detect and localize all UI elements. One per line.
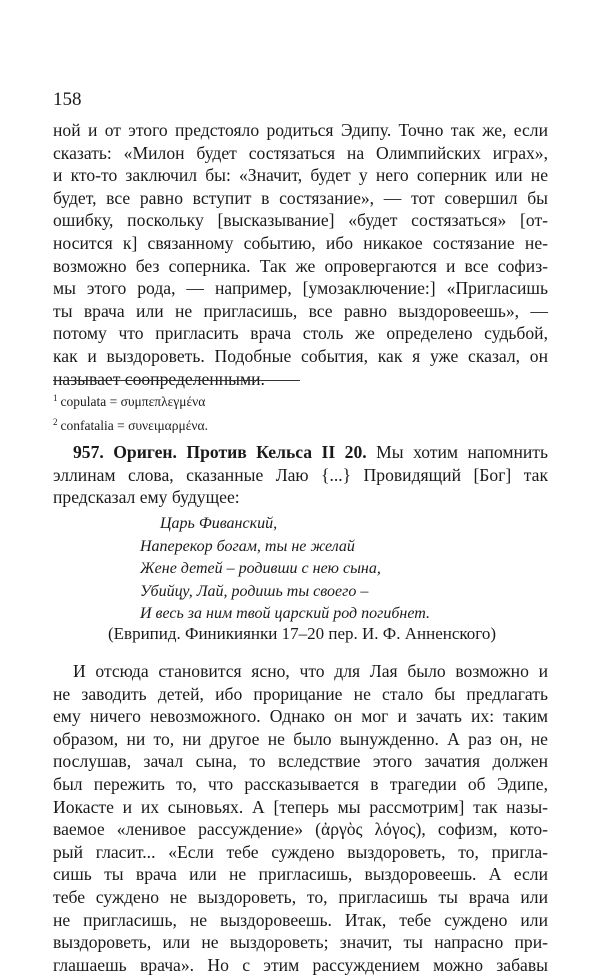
- text-line: как и выздороветь. Подобные события, как я уже сказал, он: [53, 345, 548, 366]
- footnote-2: $^2$ confatalia = συνειμαρμένα.: [53, 417, 208, 433]
- text-line: потому что пригласить врача столь же определено судьбой,: [53, 323, 548, 344]
- text-line: Иокасте и их сыновьях. А [теперь мы рассмотрим] так назы-: [53, 796, 548, 817]
- verse-attribution: (Еврипид. Финикиянки 17–20 пер. И. Ф. Анненского): [108, 624, 496, 643]
- verse-line: Жене детей – родивши с нею сына,: [140, 560, 381, 578]
- text-line: И отсюда становится ясно, что для Лая было возможно и: [73, 661, 548, 681]
- text-line: мы этого рода, — например, [умозаключение:] «Пригласишь: [53, 278, 548, 299]
- verse-line: И весь за ним твой царский род погибнет.: [140, 605, 430, 623]
- text-line: носится к] связанному событию, ибо никакое состязание не-: [53, 232, 548, 253]
- text-line: был пережить то, что рассказывается в трагедии об Эдипе,: [53, 773, 548, 794]
- text-line: ты врача или не пригласишь, все равно выздоровеешь», —: [53, 300, 548, 321]
- text-line: ошибку, поскольку [высказывание] «будет состязаться» [от-: [53, 210, 548, 231]
- page-number: 158: [53, 89, 82, 110]
- text-line: рый гласит... «Если тебе суждено выздороветь, то, пригла-: [53, 841, 548, 862]
- verse-quote: [140, 513, 430, 626]
- text-line: ему ничего невозможного. Однако он мог и зачать их: таким: [53, 706, 548, 727]
- text-line: и кто-то заключил бы: «Значит, будет у него соперник или не: [53, 165, 548, 186]
- text-line: ваемое «ленивое рассуждение» (ἀργὸς λόγος), софизм, кото-: [53, 819, 548, 840]
- verse-line: Наперекор богам, ты не желай: [140, 537, 355, 555]
- text-line: эллинам слова, сказанные Лаю {...} Провидящий [Бог] так: [53, 464, 548, 485]
- text-line: не заводить детей, ибо прорицание не стало бы предлагать: [53, 683, 548, 704]
- text-line: сказать: «Милон будет состязаться на Олимпийских играх»,: [53, 142, 548, 163]
- text-line: возможно без соперника. Так же опровергаются и все софиз-: [53, 255, 548, 276]
- text-line: ной и от этого предстояло родиться Эдипу. Точно так же, если: [53, 120, 548, 140]
- verse-line: Убийцу, Лай, родишь ты своего –: [140, 582, 369, 600]
- section-heading-line: 957. Ориген. Против Кельса II 20. Мы хотим напомнить: [73, 442, 548, 462]
- text-line: будет, все равно вступит в состязание», — тот совершил бы: [53, 187, 548, 208]
- text-line: образом, ни то, ни другое не было вынужденно. А раз он, не: [53, 728, 548, 749]
- paragraph-continuation: [53, 119, 548, 390]
- section-heading: 957. Ориген. Против Кельса II 20.: [73, 442, 367, 462]
- text-line: тебе суждено не выздороветь, то, пригласишь ты врача или: [53, 886, 548, 907]
- paragraph-main: [53, 660, 548, 976]
- text-line: называет соопределенными.: [53, 368, 265, 389]
- footnote-divider: [53, 380, 300, 381]
- footnote-1: $^1$ copulata = συμπεπλεγμένα: [53, 393, 206, 409]
- section-957: [53, 441, 548, 509]
- footnotes: [53, 388, 208, 436]
- text-line: не пригласишь, не выздоровеешь. Итак, тебе суждено или: [53, 909, 548, 930]
- text-line: предсказал ему будущее:: [53, 487, 240, 508]
- text-line: выздороветь, или не выздороветь; значит, ты напрасно при-: [53, 932, 548, 953]
- verse-line: Царь Фиванский,: [160, 515, 278, 532]
- text-line: глашаешь врача». Но с этим рассуждением можно забавы: [53, 954, 548, 975]
- text-line: сишь ты врача или не пригласишь, выздоровеешь. А если: [53, 864, 548, 885]
- text-line: послушав, зачал сына, то вследствие этого зачатия должен: [53, 751, 548, 772]
